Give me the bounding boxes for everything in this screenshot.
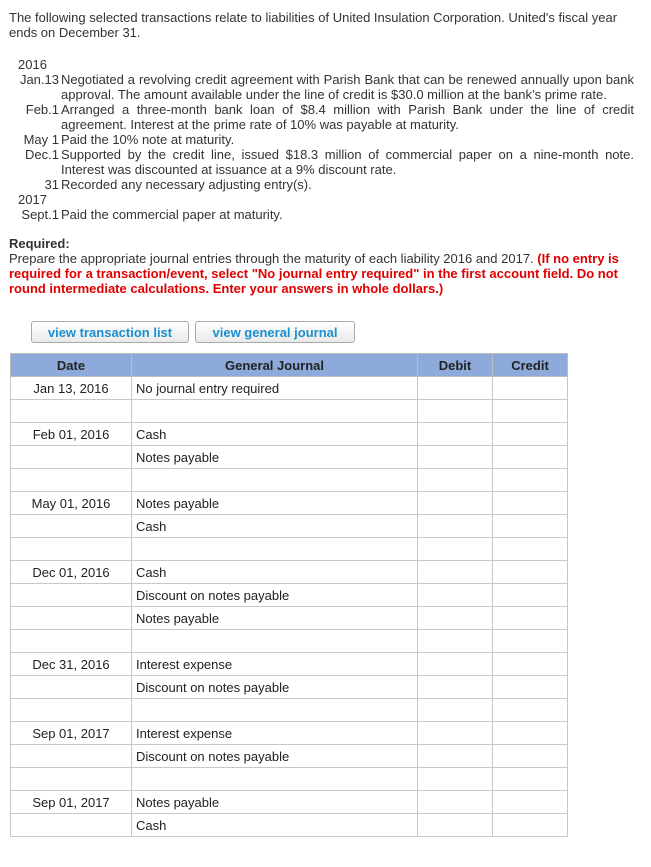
transaction-item [9, 147, 634, 177]
journal-account-cell[interactable] [132, 469, 418, 492]
transaction-item [9, 177, 634, 192]
journal-credit-cell[interactable] [493, 469, 568, 492]
journal-debit-cell[interactable] [418, 515, 493, 538]
journal-account-cell[interactable]: Notes payable [132, 607, 418, 630]
transaction-item [9, 102, 634, 132]
journal-debit-cell[interactable] [418, 699, 493, 722]
transactions-list [9, 57, 634, 222]
journal-credit-cell[interactable] [493, 676, 568, 699]
journal-credit-cell[interactable] [493, 423, 568, 446]
journal-debit-cell[interactable] [418, 492, 493, 515]
journal-credit-cell[interactable] [493, 584, 568, 607]
journal-debit-cell[interactable] [418, 745, 493, 768]
transaction-date: Jan.13 [19, 72, 59, 87]
journal-debit-cell[interactable] [418, 653, 493, 676]
journal-credit-cell[interactable] [493, 538, 568, 561]
journal-row [11, 699, 568, 722]
journal-debit-cell[interactable] [418, 538, 493, 561]
view-general-journal-button[interactable]: view general journal [195, 321, 355, 343]
transaction-year: 2017 [18, 192, 47, 207]
journal-date-cell[interactable] [11, 630, 132, 653]
journal-row [11, 423, 568, 446]
journal-credit-cell[interactable] [493, 515, 568, 538]
journal-row [11, 653, 568, 676]
journal-debit-cell[interactable] [418, 561, 493, 584]
journal-table [10, 353, 568, 837]
journal-date-cell[interactable] [11, 607, 132, 630]
journal-credit-cell[interactable] [493, 492, 568, 515]
journal-date-cell[interactable]: May 01, 2016 [11, 492, 132, 515]
journal-credit-cell[interactable] [493, 791, 568, 814]
journal-row [11, 469, 568, 492]
journal-date-cell[interactable]: Sep 01, 2017 [11, 722, 132, 745]
required-title: Required: [9, 236, 70, 251]
journal-row [11, 377, 568, 400]
journal-account-cell[interactable]: Notes payable [132, 791, 418, 814]
required-text: Prepare the appropriate journal entries through the maturity of each liability 2016 and 2017. [9, 251, 538, 266]
journal-account-cell[interactable] [132, 768, 418, 791]
journal-row [11, 607, 568, 630]
journal-debit-cell[interactable] [418, 377, 493, 400]
transaction-text: Paid the commercial paper at maturity. [61, 207, 283, 222]
journal-date-cell[interactable]: Jan 13, 2016 [11, 377, 132, 400]
journal-date-cell[interactable] [11, 745, 132, 768]
transaction-year: 2016 [18, 57, 47, 72]
journal-account-cell[interactable]: No journal entry required [132, 377, 418, 400]
journal-debit-cell[interactable] [418, 446, 493, 469]
journal-row [11, 515, 568, 538]
journal-account-cell[interactable]: Cash [132, 561, 418, 584]
journal-credit-cell[interactable] [493, 400, 568, 423]
journal-row [11, 722, 568, 745]
transaction-item [9, 207, 634, 222]
transaction-date: Sept.1 [21, 207, 59, 222]
journal-row [11, 676, 568, 699]
required-section [9, 236, 634, 296]
journal-date-cell[interactable]: Dec 31, 2016 [11, 653, 132, 676]
transaction-date: Dec.1 [25, 147, 59, 162]
journal-debit-cell[interactable] [418, 791, 493, 814]
journal-credit-cell[interactable] [493, 446, 568, 469]
journal-debit-cell[interactable] [418, 722, 493, 745]
journal-date-cell[interactable]: Sep 01, 2017 [11, 791, 132, 814]
journal-debit-cell[interactable] [418, 607, 493, 630]
journal-date-cell[interactable] [11, 469, 132, 492]
journal-row [11, 791, 568, 814]
journal-row [11, 745, 568, 768]
transaction-text: Recorded any necessary adjusting entry(s). [61, 177, 312, 192]
journal-account-cell[interactable] [132, 699, 418, 722]
journal-account-cell[interactable] [132, 630, 418, 653]
journal-account-cell[interactable]: Discount on notes payable [132, 745, 418, 768]
journal-date-cell[interactable] [11, 768, 132, 791]
transaction-item [9, 132, 634, 147]
header-debit: Debit [418, 354, 493, 377]
transaction-date: May 1 [23, 132, 59, 147]
journal-date-cell[interactable]: Feb 01, 2016 [11, 423, 132, 446]
transaction-date: Feb.1 [25, 102, 59, 117]
journal-account-cell[interactable]: Cash [132, 423, 418, 446]
journal-account-cell[interactable]: Cash [132, 814, 418, 837]
journal-credit-cell[interactable] [493, 768, 568, 791]
journal-header-row [11, 354, 568, 377]
journal-credit-cell[interactable] [493, 814, 568, 837]
journal-row [11, 584, 568, 607]
journal-date-cell[interactable] [11, 699, 132, 722]
journal-credit-cell[interactable] [493, 630, 568, 653]
journal-date-cell[interactable] [11, 400, 132, 423]
journal-debit-cell[interactable] [418, 630, 493, 653]
transaction-text: Paid the 10% note at maturity. [61, 132, 235, 147]
journal-account-cell[interactable] [132, 538, 418, 561]
journal-account-cell[interactable]: Cash [132, 515, 418, 538]
transaction-text: Supported by the credit line, issued $18.3 million of commercial paper on a nine-month note. Interest was discounted at issuance at a 9% discount rate. [61, 147, 634, 177]
journal-account-cell[interactable]: Notes payable [132, 446, 418, 469]
journal-credit-cell[interactable] [493, 377, 568, 400]
journal-date-cell[interactable] [11, 814, 132, 837]
journal-account-cell[interactable]: Discount on notes payable [132, 676, 418, 699]
transaction-text: Negotiated a revolving credit agreement with Parish Bank that can be renewed annually upon bank approval. The amount available under the line of credit is $30.0 million at the bank’s prime rate. [61, 72, 634, 102]
journal-account-cell[interactable]: Interest expense [132, 653, 418, 676]
journal-row [11, 630, 568, 653]
journal-credit-cell[interactable] [493, 653, 568, 676]
intro-text: The following selected transactions relate to liabilities of United Insulation Corporation. United's fiscal year ends on December 31. [9, 10, 618, 40]
journal-debit-cell[interactable] [418, 469, 493, 492]
journal-row [11, 492, 568, 515]
journal-row [11, 814, 568, 837]
journal-debit-cell[interactable] [418, 584, 493, 607]
journal-row [11, 400, 568, 423]
header-credit: Credit [493, 354, 568, 377]
transaction-date: 31 [44, 177, 59, 192]
journal-date-cell[interactable] [11, 515, 132, 538]
journal-debit-cell[interactable] [418, 423, 493, 446]
journal-date-cell[interactable]: Dec 01, 2016 [11, 561, 132, 584]
journal-row [11, 768, 568, 791]
journal-date-cell[interactable] [11, 446, 132, 469]
journal-credit-cell[interactable] [493, 561, 568, 584]
journal-credit-cell[interactable] [493, 607, 568, 630]
header-date: Date [11, 354, 132, 377]
journal-credit-cell[interactable] [493, 699, 568, 722]
journal-date-cell[interactable] [11, 584, 132, 607]
journal-account-cell[interactable]: Discount on notes payable [132, 584, 418, 607]
journal-credit-cell[interactable] [493, 745, 568, 768]
journal-account-cell[interactable] [132, 400, 418, 423]
journal-debit-cell[interactable] [418, 400, 493, 423]
transaction-item [9, 72, 634, 102]
journal-row [11, 561, 568, 584]
journal-debit-cell[interactable] [418, 768, 493, 791]
journal-date-cell[interactable] [11, 676, 132, 699]
journal-debit-cell[interactable] [418, 814, 493, 837]
journal-account-cell[interactable]: Interest expense [132, 722, 418, 745]
journal-row [11, 446, 568, 469]
journal-debit-cell[interactable] [418, 676, 493, 699]
journal-date-cell[interactable] [11, 538, 132, 561]
view-transaction-list-button[interactable]: view transaction list [31, 321, 189, 343]
transaction-text: Arranged a three-month bank loan of $8.4 million with Parish Bank under the line of credit agreement. Interest at the prime rate of 10% was payable at maturity. [61, 102, 634, 132]
journal-account-cell[interactable]: Notes payable [132, 492, 418, 515]
header-general-journal: General Journal [132, 354, 418, 377]
journal-credit-cell[interactable] [493, 722, 568, 745]
journal-row [11, 538, 568, 561]
required-instructions: (If no entry is required for a transaction/event, select "No journal entry required" in the first account field. Do not round intermediate calculations. Enter your answers in whole dollars.) [9, 251, 619, 296]
